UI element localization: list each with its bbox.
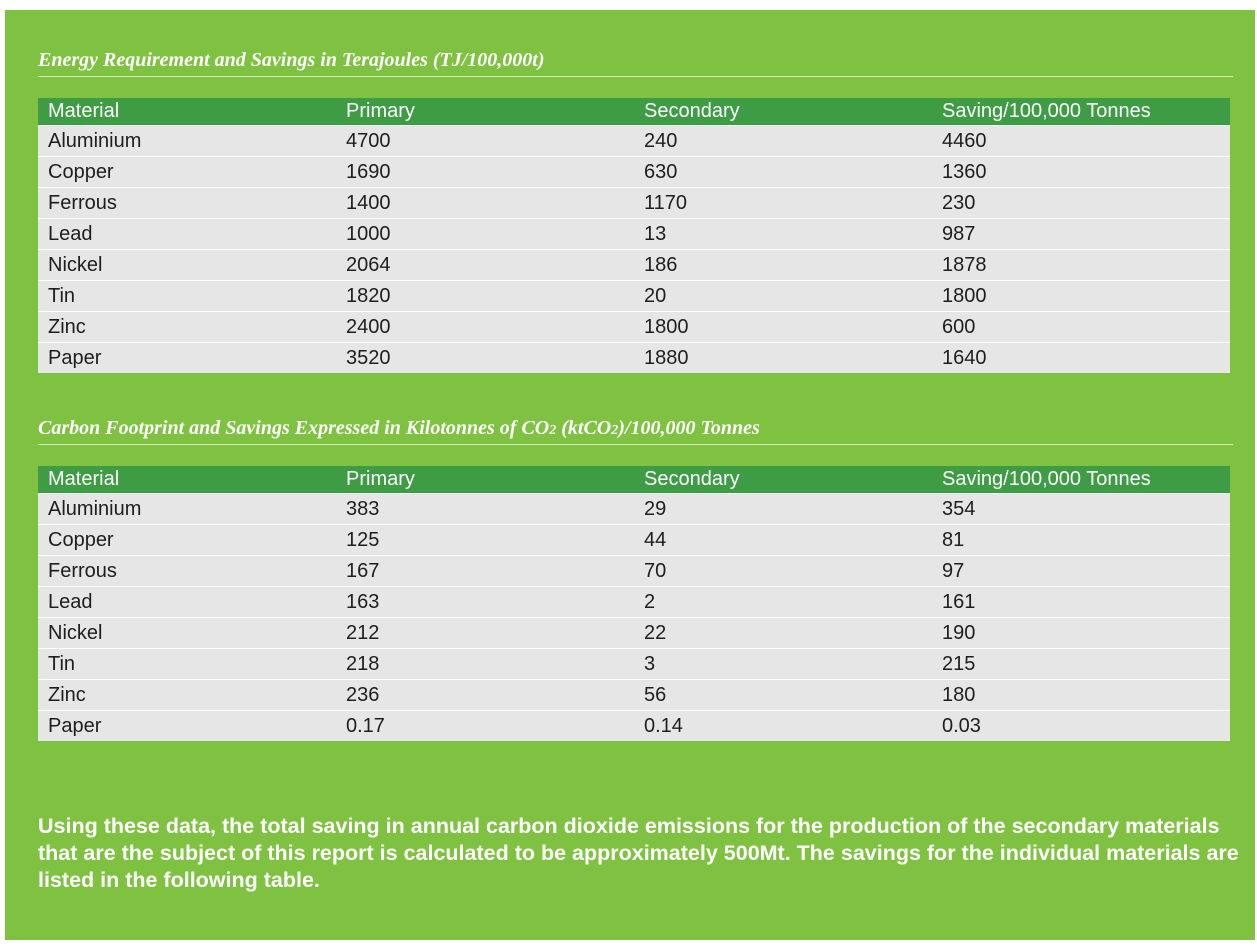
value-cell: 0.14 xyxy=(634,711,932,742)
material-cell: Zinc xyxy=(38,680,336,711)
column-header: Primary xyxy=(336,98,634,126)
value-cell: 215 xyxy=(932,649,1230,680)
column-header: Saving/100,000 Tonnes xyxy=(932,466,1230,494)
energy-title-divider xyxy=(38,76,1233,77)
value-cell: 3 xyxy=(634,649,932,680)
value-cell: 230 xyxy=(932,188,1230,219)
value-cell: 1170 xyxy=(634,188,932,219)
value-cell: 56 xyxy=(634,680,932,711)
table-row xyxy=(38,250,1230,281)
value-cell: 4700 xyxy=(336,126,634,157)
material-cell: Ferrous xyxy=(38,556,336,587)
table-row xyxy=(38,219,1230,250)
value-cell: 190 xyxy=(932,618,1230,649)
material-cell: Lead xyxy=(38,219,336,250)
value-cell: 70 xyxy=(634,556,932,587)
value-cell: 1640 xyxy=(932,343,1230,374)
value-cell: 29 xyxy=(634,494,932,525)
value-cell: 383 xyxy=(336,494,634,525)
column-header: Primary xyxy=(336,466,634,494)
value-cell: 2400 xyxy=(336,312,634,343)
material-cell: Tin xyxy=(38,281,336,312)
table-row xyxy=(38,587,1230,618)
material-cell: Copper xyxy=(38,525,336,556)
value-cell: 600 xyxy=(932,312,1230,343)
table-row xyxy=(38,618,1230,649)
carbon-title-divider xyxy=(38,444,1233,445)
value-cell: 1880 xyxy=(634,343,932,374)
value-cell: 1878 xyxy=(932,250,1230,281)
value-cell: 4460 xyxy=(932,126,1230,157)
material-cell: Ferrous xyxy=(38,188,336,219)
value-cell: 2 xyxy=(634,587,932,618)
material-cell: Copper xyxy=(38,157,336,188)
value-cell: 240 xyxy=(634,126,932,157)
content-panel xyxy=(5,10,1255,940)
value-cell: 186 xyxy=(634,250,932,281)
value-cell: 81 xyxy=(932,525,1230,556)
value-cell: 1820 xyxy=(336,281,634,312)
column-header: Secondary xyxy=(634,466,932,494)
value-cell: 2064 xyxy=(336,250,634,281)
value-cell: 1000 xyxy=(336,219,634,250)
value-cell: 1690 xyxy=(336,157,634,188)
value-cell: 20 xyxy=(634,281,932,312)
column-header: Material xyxy=(38,98,336,126)
value-cell: 97 xyxy=(932,556,1230,587)
value-cell: 212 xyxy=(336,618,634,649)
value-cell: 180 xyxy=(932,680,1230,711)
energy-table xyxy=(38,98,1230,373)
value-cell: 167 xyxy=(336,556,634,587)
value-cell: 354 xyxy=(932,494,1230,525)
value-cell: 630 xyxy=(634,157,932,188)
table-row xyxy=(38,126,1230,157)
material-cell: Lead xyxy=(38,587,336,618)
carbon-table xyxy=(38,466,1230,741)
carbon-title-prefix: Carbon Footprint and Savings Expressed in Kilotonnes of CO2 (ktCO2)/100,000 Tonnes xyxy=(38,417,760,439)
value-cell: 22 xyxy=(634,618,932,649)
table-row xyxy=(38,343,1230,374)
table-row xyxy=(38,494,1230,525)
material-cell: Nickel xyxy=(38,618,336,649)
table-row xyxy=(38,312,1230,343)
table-header-row xyxy=(38,98,1230,126)
value-cell: 218 xyxy=(336,649,634,680)
table-row xyxy=(38,157,1230,188)
table-row xyxy=(38,711,1230,742)
material-cell: Aluminium xyxy=(38,494,336,525)
value-cell: 236 xyxy=(336,680,634,711)
value-cell: 1360 xyxy=(932,157,1230,188)
material-cell: Zinc xyxy=(38,312,336,343)
column-header: Saving/100,000 Tonnes xyxy=(932,98,1230,126)
material-cell: Tin xyxy=(38,649,336,680)
value-cell: 161 xyxy=(932,587,1230,618)
value-cell: 13 xyxy=(634,219,932,250)
material-cell: Aluminium xyxy=(38,126,336,157)
value-cell: 3520 xyxy=(336,343,634,374)
table-row xyxy=(38,281,1230,312)
table-row xyxy=(38,188,1230,219)
table-header-row xyxy=(38,466,1230,494)
value-cell: 44 xyxy=(634,525,932,556)
value-cell: 987 xyxy=(932,219,1230,250)
summary-paragraph: Using these data, the total saving in annual carbon dioxide emissions for the production of the secondary materials that are the subject of this report is calculated to be approximately 500Mt. The savings for the individual materials are listed in the following table. xyxy=(38,814,1239,892)
carbon-table-title xyxy=(38,416,760,443)
value-cell: 125 xyxy=(336,525,634,556)
material-cell: Nickel xyxy=(38,250,336,281)
column-header: Material xyxy=(38,466,336,494)
table-row xyxy=(38,680,1230,711)
table-row xyxy=(38,525,1230,556)
energy-table-title: Energy Requirement and Savings in Terajoules (TJ/100,000t) xyxy=(38,49,545,71)
value-cell: 163 xyxy=(336,587,634,618)
column-header: Secondary xyxy=(634,98,932,126)
value-cell: 1400 xyxy=(336,188,634,219)
table-row xyxy=(38,649,1230,680)
value-cell: 1800 xyxy=(634,312,932,343)
value-cell: 0.03 xyxy=(932,711,1230,742)
material-cell: Paper xyxy=(38,711,336,742)
material-cell: Paper xyxy=(38,343,336,374)
table-row xyxy=(38,556,1230,587)
value-cell: 0.17 xyxy=(336,711,634,742)
value-cell: 1800 xyxy=(932,281,1230,312)
